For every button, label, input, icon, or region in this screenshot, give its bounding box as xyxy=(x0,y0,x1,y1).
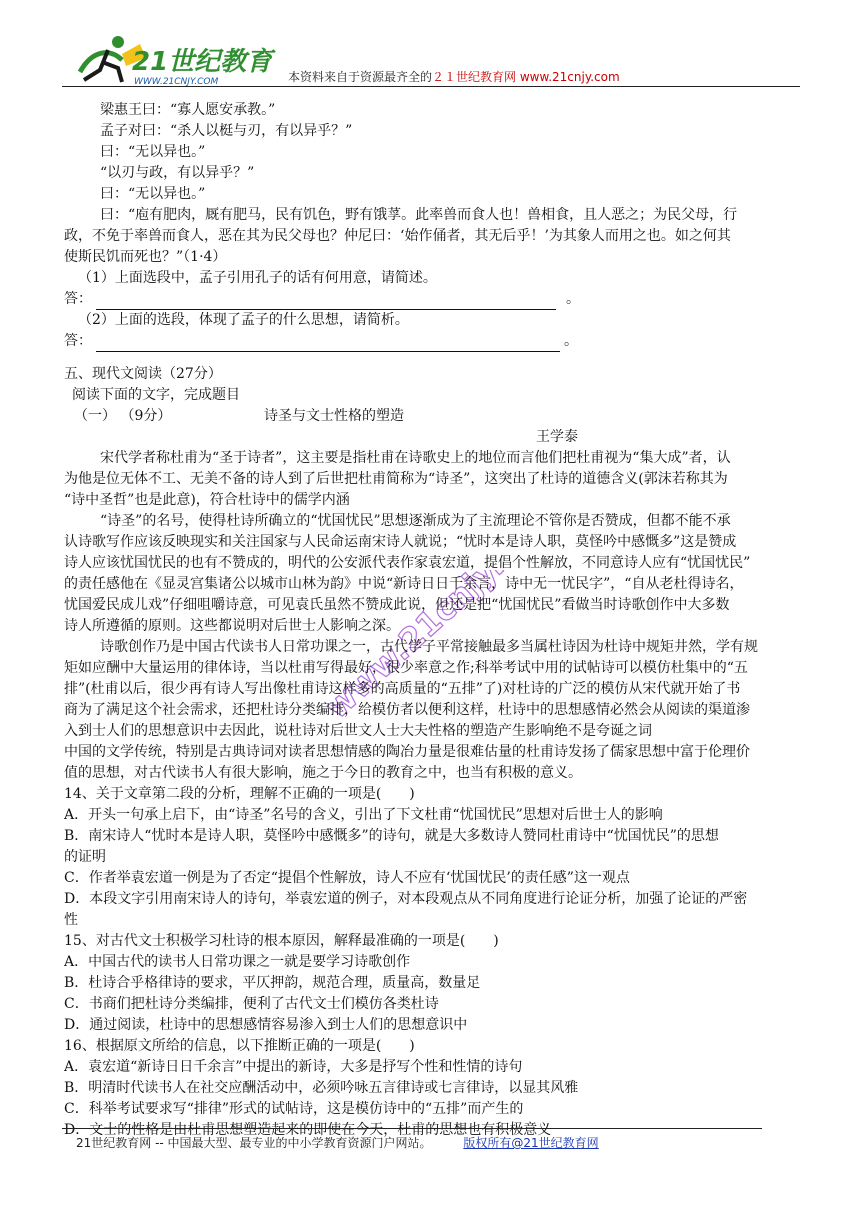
option-item[interactable]: B．南宋诗人“忧时本是诗人职，莫怪吟中感慨多”的诗句，就是大多数诗人赞同杜甫诗中“忧国忧民”的思想 xyxy=(64,828,719,844)
header-divider xyxy=(62,86,800,87)
section-heading: 五、现代文阅读（27分） xyxy=(64,366,222,382)
article-line: 商为了满足这个社会需求，还把杜诗分类编排，给模仿者以便利这样，杜诗中的思想感情必然会从阅读的渠道渗 xyxy=(64,702,750,718)
footer-divider xyxy=(62,1128,762,1129)
site-logo xyxy=(62,30,302,88)
logo-url: WWW.21CNJY.COM xyxy=(134,77,219,87)
question-stem: 15、对古代文士积极学习杜诗的根本原因，解释最准确的一项是( ) xyxy=(64,933,499,949)
article-line: 矩如应酬中大量运用的律体诗，当以杜甫写得最好，很少率意之作;科举考试中用的试帖诗可以模仿杜集中的“五 xyxy=(64,660,748,676)
passage-line: 梁惠王曰：“寡人愿安承教。” xyxy=(100,102,276,118)
article-line: 为他是位无体不工、无美不备的诗人到了后世把杜甫简称为“诗圣”，这突出了杜诗的道德含义(郭沫若称其为 xyxy=(64,471,728,487)
footer-text: 21世纪教育网 -- 中国最大型、最专业的中小学教育资源门户网站。 xyxy=(76,1136,432,1150)
article-line: 入到士人们的思想意识中去因此，说杜诗对后世文人士大夫性格的塑造产生影响绝不是夸诞之词 xyxy=(64,723,652,739)
option-item[interactable]: C．科举考试要求写“排律”形式的试帖诗，这是模仿诗中的“五排”而产生的 xyxy=(64,1101,524,1117)
article-title: 诗圣与文士性格的塑造 xyxy=(264,408,404,424)
option-item[interactable]: 性 xyxy=(64,912,78,928)
question-2: （2）上面的选段，体现了孟子的什么思想，请简析。 xyxy=(78,312,409,328)
option-item[interactable]: A．中国古代的读书人日常功课之一就是要学习诗歌创作 xyxy=(64,954,411,970)
option-item[interactable]: A．开头一句承上启下，由“诗圣”名号的含义，引出了下文杜甫“忧国忧民”思想对后世士人的影响 xyxy=(64,807,663,823)
option-item[interactable]: D．通过阅读，杜诗中的思想感情容易渗入到士人们的思想意识中 xyxy=(64,1017,468,1033)
option-item[interactable]: D．本段文字引用南宋诗人的诗句，举袁宏道的例子，对本段观点从不同角度进行论证分析，加强了论证的严密 xyxy=(64,891,748,907)
logo-text: 21世纪教育 xyxy=(132,47,273,77)
article-line: “诗中圣哲”也是此意)，符合杜诗中的儒学内涵 xyxy=(64,492,350,508)
article-line: 排”(杜甫以后，很少再有诗人写出像杜甫诗这样多的高质量的“五排”了)对杜诗的广泛的模仿从宋代就开始了书 xyxy=(64,681,741,697)
passage-line: 曰：“无以异也。” xyxy=(100,144,206,160)
multiple-choice-questions xyxy=(64,784,800,1141)
article-line: 的责任感他在《显灵宫集诸公以城市山林为韵》中说“新诗日日千余言，诗中无一忧民字”，“自从老杜得诗名， xyxy=(64,576,744,592)
document-body xyxy=(64,100,800,1141)
classical-passage xyxy=(64,100,800,268)
passage-line: 使斯民饥而死也？”（1·4） xyxy=(64,249,227,265)
article-line: 诗人应该忧国忧民的也有不赞成的，明代的公安派代表作家袁宏道，提倡个性解放，不同意诗人应有“忧国忧民” xyxy=(64,555,751,571)
article-line: 认诗歌写作应该反映现实和关注国家与人民命运南宋诗人就说；“忧时本是诗人职，莫怪吟中感慨多”这是赞成 xyxy=(64,534,737,550)
option-item[interactable]: C．作者举袁宏道一例是为了否定“提倡个性解放，诗人不应有‘忧国忧民’的责任感”这一观点 xyxy=(64,870,630,886)
option-item[interactable]: A．袁宏道“新诗日日千余言”中提出的新诗，大多是抒写个性和性情的诗句 xyxy=(64,1059,523,1075)
option-item[interactable]: C．书商们把杜诗分类编排，便利了古代文士们模仿各类杜诗 xyxy=(64,996,439,1012)
option-item[interactable]: B．明清时代读书人在社交应酬活动中，必须吟咏五言律诗或七言律诗，以显其风雅 xyxy=(64,1080,579,1096)
option-item[interactable]: B．杜诗合乎格律诗的要求，平仄押韵，规范合理，质量高，数量足 xyxy=(64,975,481,991)
answer-blank-1[interactable] xyxy=(96,294,556,310)
option-item[interactable]: 的证明 xyxy=(64,849,106,865)
option-item[interactable]: D．文士的性格是由杜甫思想塑造起来的即使在今天，杜甫的思想也有积极意义 xyxy=(64,1122,552,1138)
header-note: 本资料来自于资源最齐全的２１世纪教育网 www.21cnjy.com xyxy=(288,70,620,84)
article-line: “诗圣”的名号，使得杜诗所确立的“忧国忧民”思想逐渐成为了主流理论不管你是否赞成，但都不能不承 xyxy=(100,513,731,529)
passage-line: 政，不免于率兽而食人，恶在其为民父母也？仲尼曰：‘始作俑者，其无后乎！’为其象人而用之也。如之何其 xyxy=(64,228,731,244)
copyright-link[interactable]: 版权所有@21世纪教育网 xyxy=(463,1136,599,1150)
passage-line: 曰：“庖有肥肉，厩有肥马，民有饥色，野有饿莩。此率兽而食人也！兽相食，且人恶之；为民父母，行 xyxy=(100,207,738,223)
article-line: 诗歌创作乃是中国古代读书人日常功课之一，古代学子平常接触最多当属杜诗因为杜诗中规矩井然，学有规 xyxy=(100,639,758,655)
article-line: 忧国爱民成儿戏”仔细咀嚼诗意，可见袁氏虽然不赞成此说，但还是把“忧国忧民”看做当时诗歌创作中大多数 xyxy=(64,597,730,613)
passage-line: 孟子对曰：“杀人以梃与刃，有以异乎？” xyxy=(100,123,353,139)
answer-line-2[interactable]: 答： 。 xyxy=(64,331,800,352)
svg-text:www.21cnjy.com: www.21cnjy.com xyxy=(320,570,530,726)
section-instruction: 阅读下面的文字，完成题目 xyxy=(72,387,240,403)
question-stem: 16、根据原文所给的信息，以下推断正确的一项是( ) xyxy=(64,1038,415,1054)
article-text xyxy=(64,448,800,784)
article-line: 值的思想，对古代读书人有很大影响，施之于今日的教育之中，也当有积极的意义。 xyxy=(64,765,582,781)
header-url[interactable]: www.21cnjy.com xyxy=(519,70,620,84)
passage-line: 曰：“无以异也。” xyxy=(100,186,206,202)
article-line: 中国的文学传统，特别是古典诗词对读者思想情感的陶冶力量是很难估量的杜甫诗发扬了儒家思想中富于伦理价 xyxy=(64,744,750,760)
question-stem: 14、关于文章第二段的分析，理解不正确的一项是( ) xyxy=(64,786,415,802)
article-line: 诗人所遵循的原则。这些都说明对后世士人影响之深。 xyxy=(64,618,400,634)
article-line: 宋代学者称杜甫为“圣于诗者”，这主要是指杜甫在诗歌史上的地位而言他们把杜甫视为“集大成”者，认 xyxy=(100,450,731,466)
answer-line-1[interactable]: 答： 。 xyxy=(64,289,800,310)
article-author: 王学泰 xyxy=(536,429,578,445)
answer-blank-2[interactable] xyxy=(96,336,560,352)
passage-line: “以刃与政，有以异乎？” xyxy=(100,165,255,181)
article-title-row: （一） （9分） 诗圣与文士性格的塑造 xyxy=(64,406,800,427)
footer xyxy=(76,1134,599,1151)
question-1: （1）上面选段中，孟子引用孔子的话有何用意，请简述。 xyxy=(78,270,437,286)
